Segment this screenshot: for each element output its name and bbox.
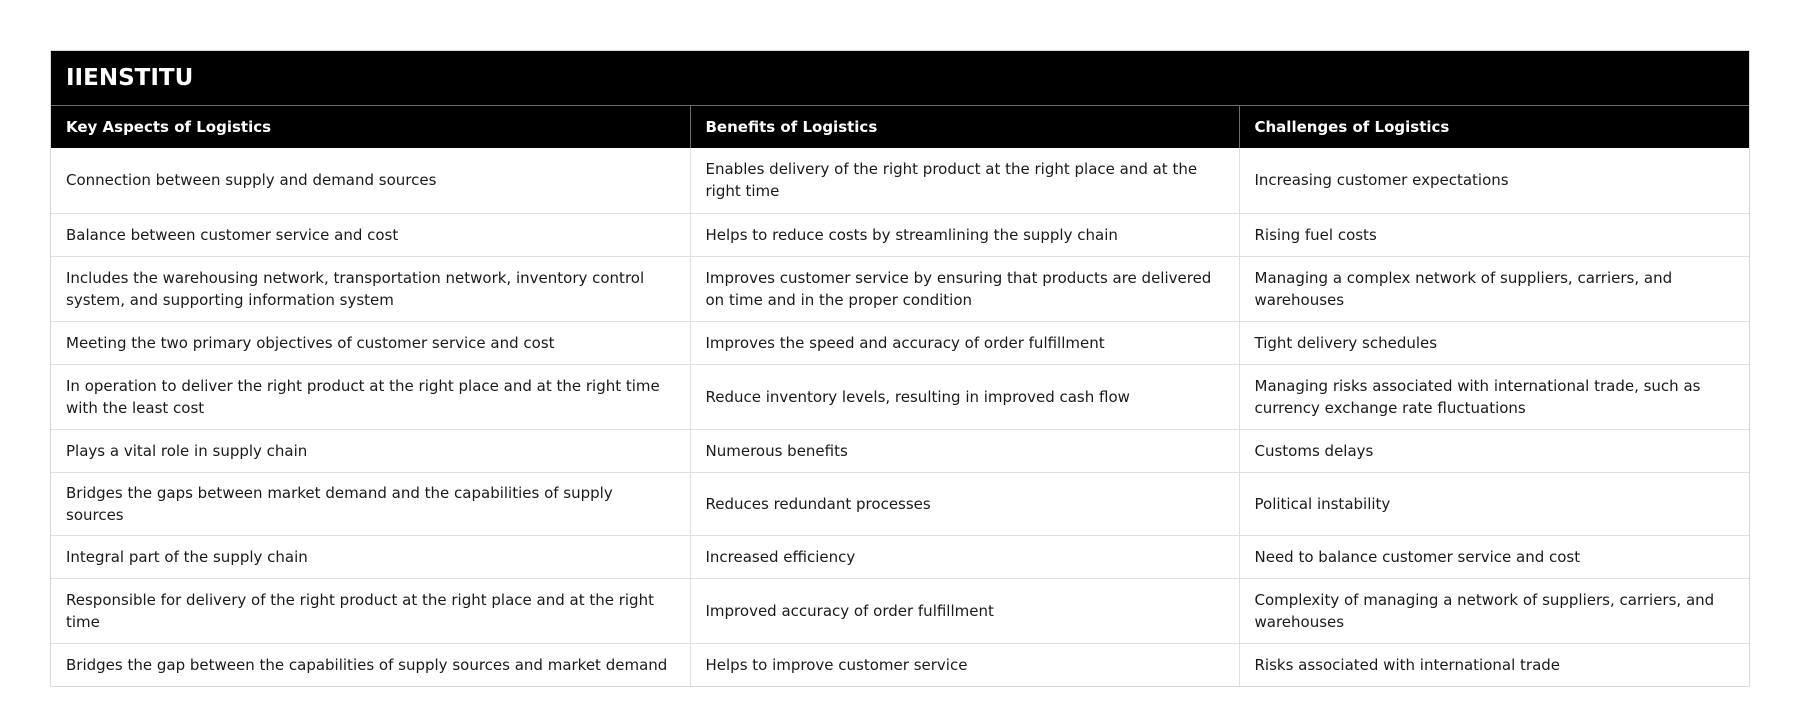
table-cell-benefit: Helps to improve customer service <box>690 643 1239 686</box>
table-cell-benefit: Increased efficiency <box>690 535 1239 578</box>
table-cell-challenge: Managing risks associated with international trade, such as currency exchange rate fluctuations <box>1239 364 1749 429</box>
table-cell-key-aspect: Meeting the two primary objectives of customer service and cost <box>51 321 690 364</box>
table-title: IIENSTITU <box>51 51 1749 106</box>
table-cell-benefit: Reduces redundant processes <box>690 472 1239 535</box>
table-row <box>51 578 1749 643</box>
table-cell-challenge: Increasing customer expectations <box>1254 171 1509 190</box>
table-cell-challenge: Managing a complex network of suppliers, carriers, and warehouses <box>1239 256 1749 321</box>
table-cell-challenge: Risks associated with international trade <box>1239 643 1749 686</box>
table-row <box>51 364 1749 429</box>
table-cell-challenge: Political instability <box>1239 472 1749 535</box>
table-row <box>51 213 1749 256</box>
table-cell-benefit: Reduce inventory levels, resulting in improved cash flow <box>690 364 1239 429</box>
column-header-benefits: Benefits of Logistics <box>690 106 1239 148</box>
table-cell-benefit: Enables delivery of the right product at the right place and at the right time <box>690 148 1239 213</box>
table-row <box>51 256 1749 321</box>
logistics-table-container <box>50 50 1750 687</box>
table-cell-key-aspect: Includes the warehousing network, transportation network, inventory control system, and supporting information system <box>51 256 690 321</box>
table-cell-key-aspect: In operation to deliver the right product at the right place and at the right time with the least cost <box>51 364 690 429</box>
table-cell-benefit: Numerous benefits <box>690 429 1239 472</box>
table-cell-key-aspect: Integral part of the supply chain <box>51 535 690 578</box>
table-cell-key-aspect: Balance between customer service and cost <box>51 213 690 256</box>
table-row <box>51 643 1749 686</box>
table-cell-challenge: Customs delays <box>1239 429 1749 472</box>
column-header-key-aspects: Key Aspects of Logistics <box>51 106 690 148</box>
table-cell-benefit: Improves the speed and accuracy of order fulfillment <box>690 321 1239 364</box>
table-cell-key-aspect: Plays a vital role in supply chain <box>51 429 690 472</box>
table-cell-challenge: Need to balance customer service and cost <box>1239 535 1749 578</box>
table-cell-key-aspect: Bridges the gaps between market demand and the capabilities of supply sources <box>51 472 690 535</box>
table-cell-key-aspect: Bridges the gap between the capabilities of supply sources and market demand <box>51 643 690 686</box>
table-row <box>51 429 1749 472</box>
column-header-challenges: Challenges of Logistics <box>1239 106 1749 148</box>
table-cell-challenge: Complexity of managing a network of suppliers, carriers, and warehouses <box>1239 578 1749 643</box>
table-row <box>51 535 1749 578</box>
table-cell-benefit: Helps to reduce costs by streamlining the supply chain <box>690 213 1239 256</box>
table-cell-key-aspect: Connection between supply and demand sources <box>51 148 690 213</box>
table-row <box>51 472 1749 535</box>
table-row <box>51 148 1749 213</box>
table-cell-challenge: Rising fuel costs <box>1239 213 1749 256</box>
table-cell-benefit: Improves customer service by ensuring that products are delivered on time and in the proper condition <box>690 256 1239 321</box>
table-row <box>51 321 1749 364</box>
table-cell-challenge: Tight delivery schedules <box>1239 321 1749 364</box>
table-cell-key-aspect: Responsible for delivery of the right product at the right place and at the right time <box>51 578 690 643</box>
header-row <box>51 106 1749 148</box>
table-cell-benefit: Improved accuracy of order fulfillment <box>690 578 1239 643</box>
logistics-table <box>51 106 1749 686</box>
